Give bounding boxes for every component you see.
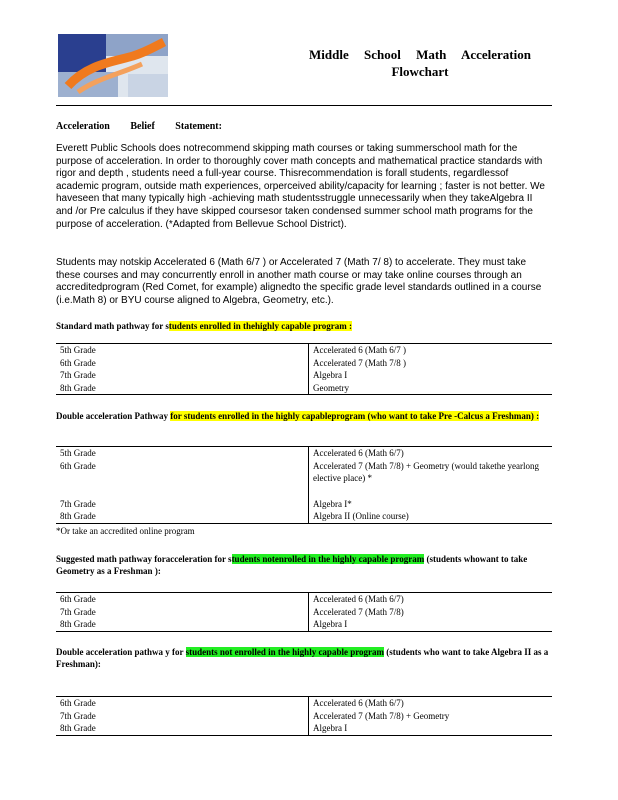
double-accel-hc-table (56, 446, 552, 524)
header-rule (56, 105, 552, 106)
course-cell: Algebra I (313, 370, 348, 380)
heading-text: Suggested math pathway foracceleration for s (56, 554, 232, 564)
grade-cell: 8th Grade (56, 510, 309, 523)
section-double-accel-hc-heading (56, 411, 552, 423)
district-logo (58, 34, 168, 97)
table-row (56, 722, 552, 735)
table-row (56, 382, 552, 395)
table-row (56, 593, 552, 606)
grade-cell: 8th Grade (56, 722, 309, 735)
course-cell: Algebra I (309, 722, 553, 735)
course-cell: Geometry (309, 382, 553, 395)
heading-text: Double acceleration Pathway (56, 411, 171, 421)
heading-highlight: for students enrolled in the highly capableprogram (who want to take Pre -Calcus a Freshman) : (170, 411, 540, 421)
heading-text: Double acceleration pathwa y for (56, 647, 186, 657)
heading-text: Standard math pathway for s (56, 321, 169, 331)
belief-heading: Acceleration Belief Statement: (56, 121, 222, 132)
course-cell: Algebra I (309, 618, 553, 631)
grade-cell: 5th Grade (56, 447, 309, 460)
grade-cell: 5th Grade (56, 344, 309, 357)
title-line-1: Middle School Math Acceleration (309, 47, 531, 62)
table-row (56, 606, 552, 619)
table-row (56, 369, 552, 382)
online-program-note: *Or take an accredited online program (56, 526, 195, 536)
standard-pathway-table (56, 343, 552, 395)
grade-cell: 6th Grade (56, 460, 309, 498)
course-cell: Accelerated 6 (Math 6/7) (309, 593, 553, 606)
grade-cell: 6th Grade (56, 357, 309, 370)
course-cell: Algebra II (Online course) (309, 510, 553, 523)
section-suggested-heading (56, 554, 552, 577)
double-accel-non-hc-table (56, 696, 552, 736)
table-row (56, 618, 552, 631)
page-title (270, 46, 570, 80)
table-row (56, 460, 552, 498)
table-row (56, 697, 552, 710)
heading-highlight: students not enrolled in the highly capable program (185, 647, 385, 657)
table-row (56, 344, 552, 357)
course-cell: Accelerated 6 (Math 6/7) (309, 447, 553, 460)
table-row (56, 710, 552, 723)
course-cell: Accelerated 7 (Math 7/8) (313, 606, 404, 617)
course-cell: Accelerated 7 (Math 7/8) + Geometry (313, 710, 450, 721)
course-cell: Accelerated 7 (Math 7/8 ) (313, 357, 406, 368)
table-row (56, 510, 552, 523)
grade-cell: 6th Grade (56, 697, 309, 710)
skip-policy-paragraph: Students may notskip Accelerated 6 (Math 6/7 ) or Accelerated 7 (Math 7/ 8) to accelerate. They must take these courses and may concurrently enroll in another math course or may take online courses through an accreditedprogram (Red Comet, for example) alignedto the specific grade level standards outlined in a course (i.e.Math 8) or BYU course aligned to Algebra, Geometry, etc.). (56, 257, 542, 306)
belief-paragraph: Everett Public Schools does notrecommend skipping math courses or taking summerschool math for the purpose of acceleration. In order to thoroughly cover math concepts and mathematical practice standards with rigor and depth , students need a full-year course. Thisrecommendation is forall students, regardlessof academic program, outside math experiences, orperceived ability/capacity for learning ; faster is not better. We haveseen that many typically high -achieving math studentsstruggle unnecessarily when they takeAlgebra II and /or Pre calculus if they have skipped coursesor taken condensed summer school math programs for the purpose of acceleration. (*Adapted from Bellevue School District). (56, 143, 545, 230)
section-double-accel-non-hc-heading (56, 647, 552, 670)
title-line-2: Flowchart (391, 64, 449, 79)
course-cell: Accelerated 6 (Math 6/7) (309, 697, 553, 710)
grade-cell: 8th Grade (56, 618, 309, 631)
grade-cell: 7th Grade (56, 710, 309, 723)
section-standard-heading (56, 321, 552, 333)
grade-cell: 7th Grade (56, 369, 309, 382)
course-cell: Accelerated 7 (Math 7/8) + Geometry (would takethe yearlong elective place) * (313, 460, 539, 483)
grade-cell: 7th Grade (56, 498, 309, 511)
heading-highlight: tudents enrolled in thehighly capable program : (168, 321, 353, 331)
course-cell: Algebra I* (313, 498, 352, 509)
grade-cell: 7th Grade (56, 606, 309, 619)
table-row (56, 498, 552, 511)
heading-text-tail: (students whowant to take Geometry as a Freshman ): (56, 554, 528, 576)
heading-text-tail: (students who want to take Algebra II as a Freshman): (56, 647, 549, 669)
table-row (56, 357, 552, 370)
grade-cell: 8th Grade (56, 382, 309, 395)
table-row (56, 447, 552, 460)
grade-cell: 6th Grade (56, 593, 309, 606)
course-cell: Accelerated 6 (Math 6/7 ) (309, 344, 553, 357)
heading-highlight: tudents notenrolled in the highly capable program (231, 554, 425, 564)
suggested-pathway-table (56, 592, 552, 632)
